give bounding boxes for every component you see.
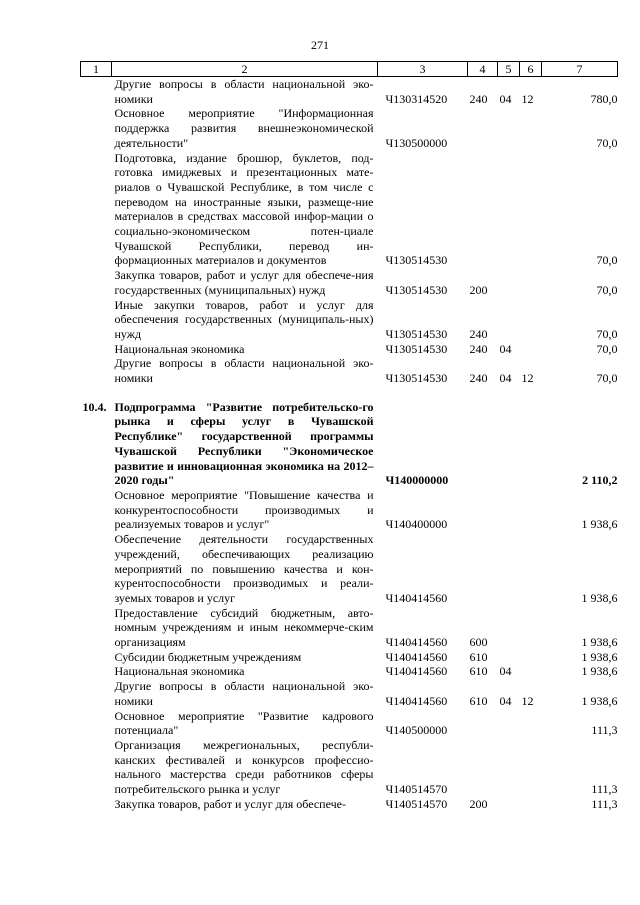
amount: 70,0 — [596, 371, 618, 386]
table-row — [81, 268, 618, 297]
subsection — [520, 298, 542, 342]
amount: 2 110,2 — [582, 473, 618, 488]
section — [498, 738, 520, 797]
section — [498, 532, 520, 606]
subsection — [520, 400, 542, 488]
expense-type — [468, 400, 498, 488]
table-row — [81, 77, 618, 107]
section — [498, 400, 520, 488]
item-name: Предоставление субсидий бюджетным, авто-номным учреждениям и иным некоммерче-ским организациям — [114, 605, 374, 650]
amount: 1 938,6 — [581, 590, 618, 605]
section: 04 — [499, 693, 512, 708]
subsection — [520, 532, 542, 606]
row-number — [81, 679, 112, 708]
table-row — [81, 106, 618, 150]
table-row — [81, 400, 618, 488]
item-name: Другие вопросы в области национальной эко-номики — [114, 679, 374, 708]
section: 04 — [499, 664, 512, 679]
item-name: Основное мероприятие "Повышение качества и конкурентоспособности производимых и реализуемых товаров и услуг" — [114, 487, 374, 532]
header-cell-5: 5 — [498, 62, 520, 77]
target-code: Ч130514530 — [385, 326, 448, 341]
target-code: Ч130514530 — [385, 253, 448, 268]
expense-type: 610 — [469, 649, 488, 664]
subsection — [520, 738, 542, 797]
amount: 1 938,6 — [581, 664, 618, 679]
section — [498, 106, 520, 150]
target-code: Ч140414560 — [385, 590, 448, 605]
item-name: Закупка товаров, работ и услуг для обеспече- — [114, 796, 346, 811]
row-number — [81, 356, 112, 385]
section — [498, 298, 520, 342]
subsection — [520, 797, 542, 812]
table-row — [81, 797, 618, 812]
section — [498, 650, 520, 665]
section: 04 — [499, 371, 512, 386]
table-row — [81, 151, 618, 269]
amount: 1 938,6 — [581, 693, 618, 708]
table-body — [81, 77, 618, 812]
row-number — [81, 738, 112, 797]
amount: 1 938,6 — [581, 517, 618, 532]
item-name: Основное мероприятие "Информационная поддержка развития внешнеэкономической деятельности" — [114, 106, 374, 150]
subsection — [520, 650, 542, 665]
target-code: Ч140414560 — [385, 664, 448, 679]
item-name: Закупка товаров, работ и услуг для обеспече-ния государственных (муниципальных) нужд — [114, 268, 374, 297]
row-number — [81, 77, 112, 107]
subsection — [520, 151, 542, 269]
section: 04 — [499, 341, 512, 356]
table-row — [81, 532, 618, 606]
expense-type: 240 — [469, 371, 488, 386]
expense-type: 240 — [469, 91, 488, 106]
item-name: Субсидии бюджетным учреждениям — [114, 649, 302, 664]
subsection — [520, 268, 542, 297]
subsection — [520, 342, 542, 357]
table-row — [81, 709, 618, 738]
row-number — [81, 298, 112, 342]
target-code: Ч130314520 — [385, 91, 448, 106]
subsection — [520, 664, 542, 679]
item-name: Иные закупки товаров, работ и услуг для обеспечения государственных (муниципаль-ных) нужд — [114, 297, 374, 341]
budget-table — [80, 61, 618, 811]
subsection: 12 — [521, 371, 534, 386]
item-name: Основное мероприятие "Развитие кадрового потенциала" — [114, 708, 374, 738]
row-number — [81, 606, 112, 650]
target-code: Ч140500000 — [385, 723, 448, 738]
amount: 111,3 — [591, 723, 618, 738]
amount: 111,3 — [591, 796, 618, 811]
table-row — [81, 679, 618, 708]
expense-type: 610 — [469, 693, 488, 708]
subsection — [520, 709, 542, 738]
target-code: Ч140414560 — [385, 693, 448, 708]
amount: 1 938,6 — [581, 649, 618, 664]
header-cell-4: 4 — [468, 62, 498, 77]
target-code: Ч130500000 — [385, 135, 448, 150]
budget-table-sheet — [80, 61, 617, 811]
row-number — [81, 709, 112, 738]
target-code: Ч140000000 — [385, 473, 449, 488]
row-number — [81, 342, 112, 357]
expense-type: 200 — [469, 282, 488, 297]
amount: 780,0 — [590, 91, 618, 106]
amount: 70,0 — [596, 282, 618, 297]
table-row — [81, 488, 618, 532]
table-row — [81, 664, 618, 679]
item-name: Национальная экономика — [114, 664, 245, 679]
amount: 111,3 — [591, 782, 618, 797]
expense-type — [468, 488, 498, 532]
subsection — [520, 106, 542, 150]
header-cell-2: 2 — [112, 62, 378, 77]
expense-type — [468, 532, 498, 606]
row-number — [81, 532, 112, 606]
header-cell-3: 3 — [378, 62, 468, 77]
target-code: Ч130514530 — [385, 282, 448, 297]
amount: 70,0 — [596, 135, 618, 150]
section — [498, 606, 520, 650]
expense-type: 240 — [469, 326, 488, 341]
row-number: 10.4. — [82, 399, 107, 414]
page-number: 271 — [311, 38, 329, 52]
row-number — [81, 151, 112, 269]
expense-type — [468, 709, 498, 738]
expense-type — [468, 106, 498, 150]
section — [498, 709, 520, 738]
expense-type: 200 — [469, 796, 488, 811]
expense-type: 610 — [469, 664, 488, 679]
target-code: Ч130514530 — [385, 341, 448, 356]
item-name: Другие вопросы в области национальной эко-номики — [114, 356, 374, 386]
spacer-row — [81, 386, 618, 400]
item-name: Другие вопросы в области национальной эко-номики — [114, 77, 374, 106]
item-name: Организация межрегиональных, республи-канских фестивалей и конкурсов профессио-нального мастерства среди работников сферы потребительского рынка и услуг — [114, 737, 374, 797]
row-number — [81, 797, 112, 812]
subsection: 12 — [521, 693, 534, 708]
target-code: Ч140514570 — [385, 796, 448, 811]
item-name: Подготовка, издание брошюр, буклетов, под-готовка имиджевых и презентационных мате-риалов о Чувашской Республике, в том числе с переводом на иностранные языки, размеще-ние материалов в средствах массовой инфор-мации о социально-экономическом потен-циале Чувашской Республики, перевод ин-формационных материалов и документов — [114, 150, 374, 268]
header-cell-1: 1 — [81, 62, 112, 77]
expense-type — [468, 151, 498, 269]
table-header — [81, 62, 618, 77]
table-row — [81, 606, 618, 650]
subsection — [520, 606, 542, 650]
section — [498, 488, 520, 532]
item-name: Подпрограмма "Развитие потребительско-го рынка и сферы услуг в Чувашской Республике" государственной программы Чувашской Республики "Экономическое развитие и инновационная экономика на 2012–2020 годы" — [114, 399, 374, 488]
row-number — [81, 268, 112, 297]
item-name: Национальная экономика — [114, 341, 245, 356]
section — [498, 151, 520, 269]
section — [498, 797, 520, 812]
spacer-cell — [81, 386, 618, 400]
row-number — [81, 664, 112, 679]
section: 04 — [499, 91, 512, 106]
amount: 70,0 — [596, 253, 618, 268]
subsection — [520, 488, 542, 532]
expense-type: 240 — [469, 341, 488, 356]
subsection: 12 — [521, 91, 534, 106]
expense-type — [468, 738, 498, 797]
table-row — [81, 650, 618, 665]
row-number — [81, 650, 112, 665]
amount: 70,0 — [596, 341, 618, 356]
header-cell-7: 7 — [542, 62, 618, 77]
target-code: Ч140414560 — [385, 635, 448, 650]
amount: 70,0 — [596, 326, 618, 341]
table-row — [81, 342, 618, 357]
table-row — [81, 356, 618, 385]
table-row — [81, 298, 618, 342]
amount: 1 938,6 — [581, 635, 618, 650]
target-code: Ч140400000 — [385, 517, 448, 532]
row-number — [81, 106, 112, 150]
header-row — [81, 62, 618, 77]
row-number — [81, 488, 112, 532]
table-row — [81, 738, 618, 797]
header-cell-6: 6 — [520, 62, 542, 77]
target-code: Ч140514570 — [385, 782, 448, 797]
target-code: Ч140414560 — [385, 649, 448, 664]
target-code: Ч130514530 — [385, 371, 448, 386]
item-name: Обеспечение деятельности государственных учреждений, обеспечивающих реализацию мероприятий по повышению качества и кон-курентоспособности производимых и реали-зуемых товаров и услуг — [114, 532, 374, 605]
section — [498, 268, 520, 297]
expense-type: 600 — [469, 635, 488, 650]
